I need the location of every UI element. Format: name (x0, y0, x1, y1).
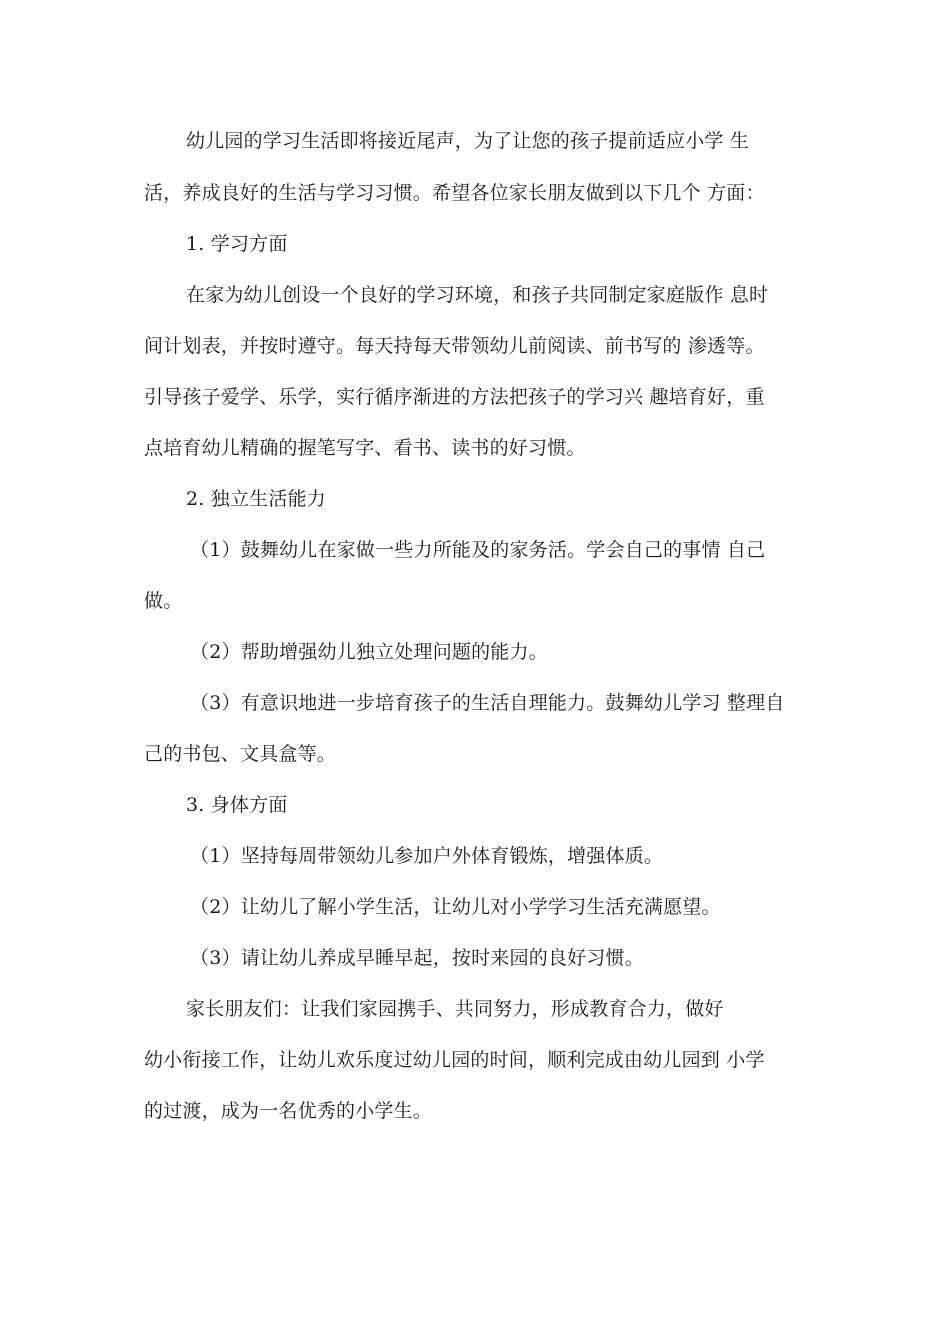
paragraph-closing-line-3: 的过渡，成为一名优秀的小学生。 (144, 1100, 433, 1122)
item-independence-3-line-2: 己的书包、文具盒等。 (144, 743, 337, 765)
item-physical-3: （3）请让幼儿养成早睡早起，按时来园的良好习惯。 (190, 947, 644, 969)
paragraph-closing-line-1: 家长朋友们：让我们家园携手、共同努力，形成教育合力，做好 (186, 998, 724, 1020)
section-heading-study: 1. 学习方面 (186, 233, 288, 255)
section-heading-physical: 3. 身体方面 (186, 794, 288, 816)
item-physical-2: （2）让幼儿了解小学生活，让幼儿对小学学习生活充满愿望。 (190, 896, 721, 918)
item-independence-3-line-1: （3）有意识地进一步培育孩子的生活自理能力。鼓舞幼儿学习 整理自 (190, 692, 785, 714)
section-heading-independence: 2. 独立生活能力 (186, 488, 326, 510)
paragraph-study-line-2: 间计划表，并按时遵守。每天持每天带领幼儿前阅读、前书写的 渗透等。 (144, 335, 765, 357)
paragraph-study-line-4: 点培育幼儿精确的握笔写字、看书、读书的好习惯。 (144, 437, 586, 459)
paragraph-study-line-3: 引导孩子爱学、乐学，实行循序渐进的方法把孩子的学习兴 趣培育好，重 (144, 386, 765, 408)
item-physical-1: （1）坚持每周带领幼儿参加户外体育锻炼，增强体质。 (190, 845, 664, 867)
item-independence-2: （2）帮助增强幼儿独立处理问题的能力。 (190, 641, 548, 663)
item-independence-1-line-2: 做。 (144, 590, 183, 612)
item-independence-1-line-1: （1）鼓舞幼儿在家做一些力所能及的家务活。学会自己的事情 自己 (190, 539, 766, 561)
paragraph-closing-line-2: 幼小衔接工作，让幼儿欢乐度过幼儿园的时间，顺利完成由幼儿园到 小学 (144, 1049, 765, 1071)
paragraph-intro-line-1: 幼儿园的学习生活即将接近尾声，为了让您的孩子提前适应小学 生 (186, 130, 750, 152)
paragraph-intro-line-2: 活，养成良好的生活与学习习惯。希望各位家长朋友做到以下几个 方面： (144, 182, 765, 204)
paragraph-study-line-1: 在家为幼儿创设一个良好的学习环境，和孩子共同制定家庭版作 息时 (186, 284, 769, 306)
